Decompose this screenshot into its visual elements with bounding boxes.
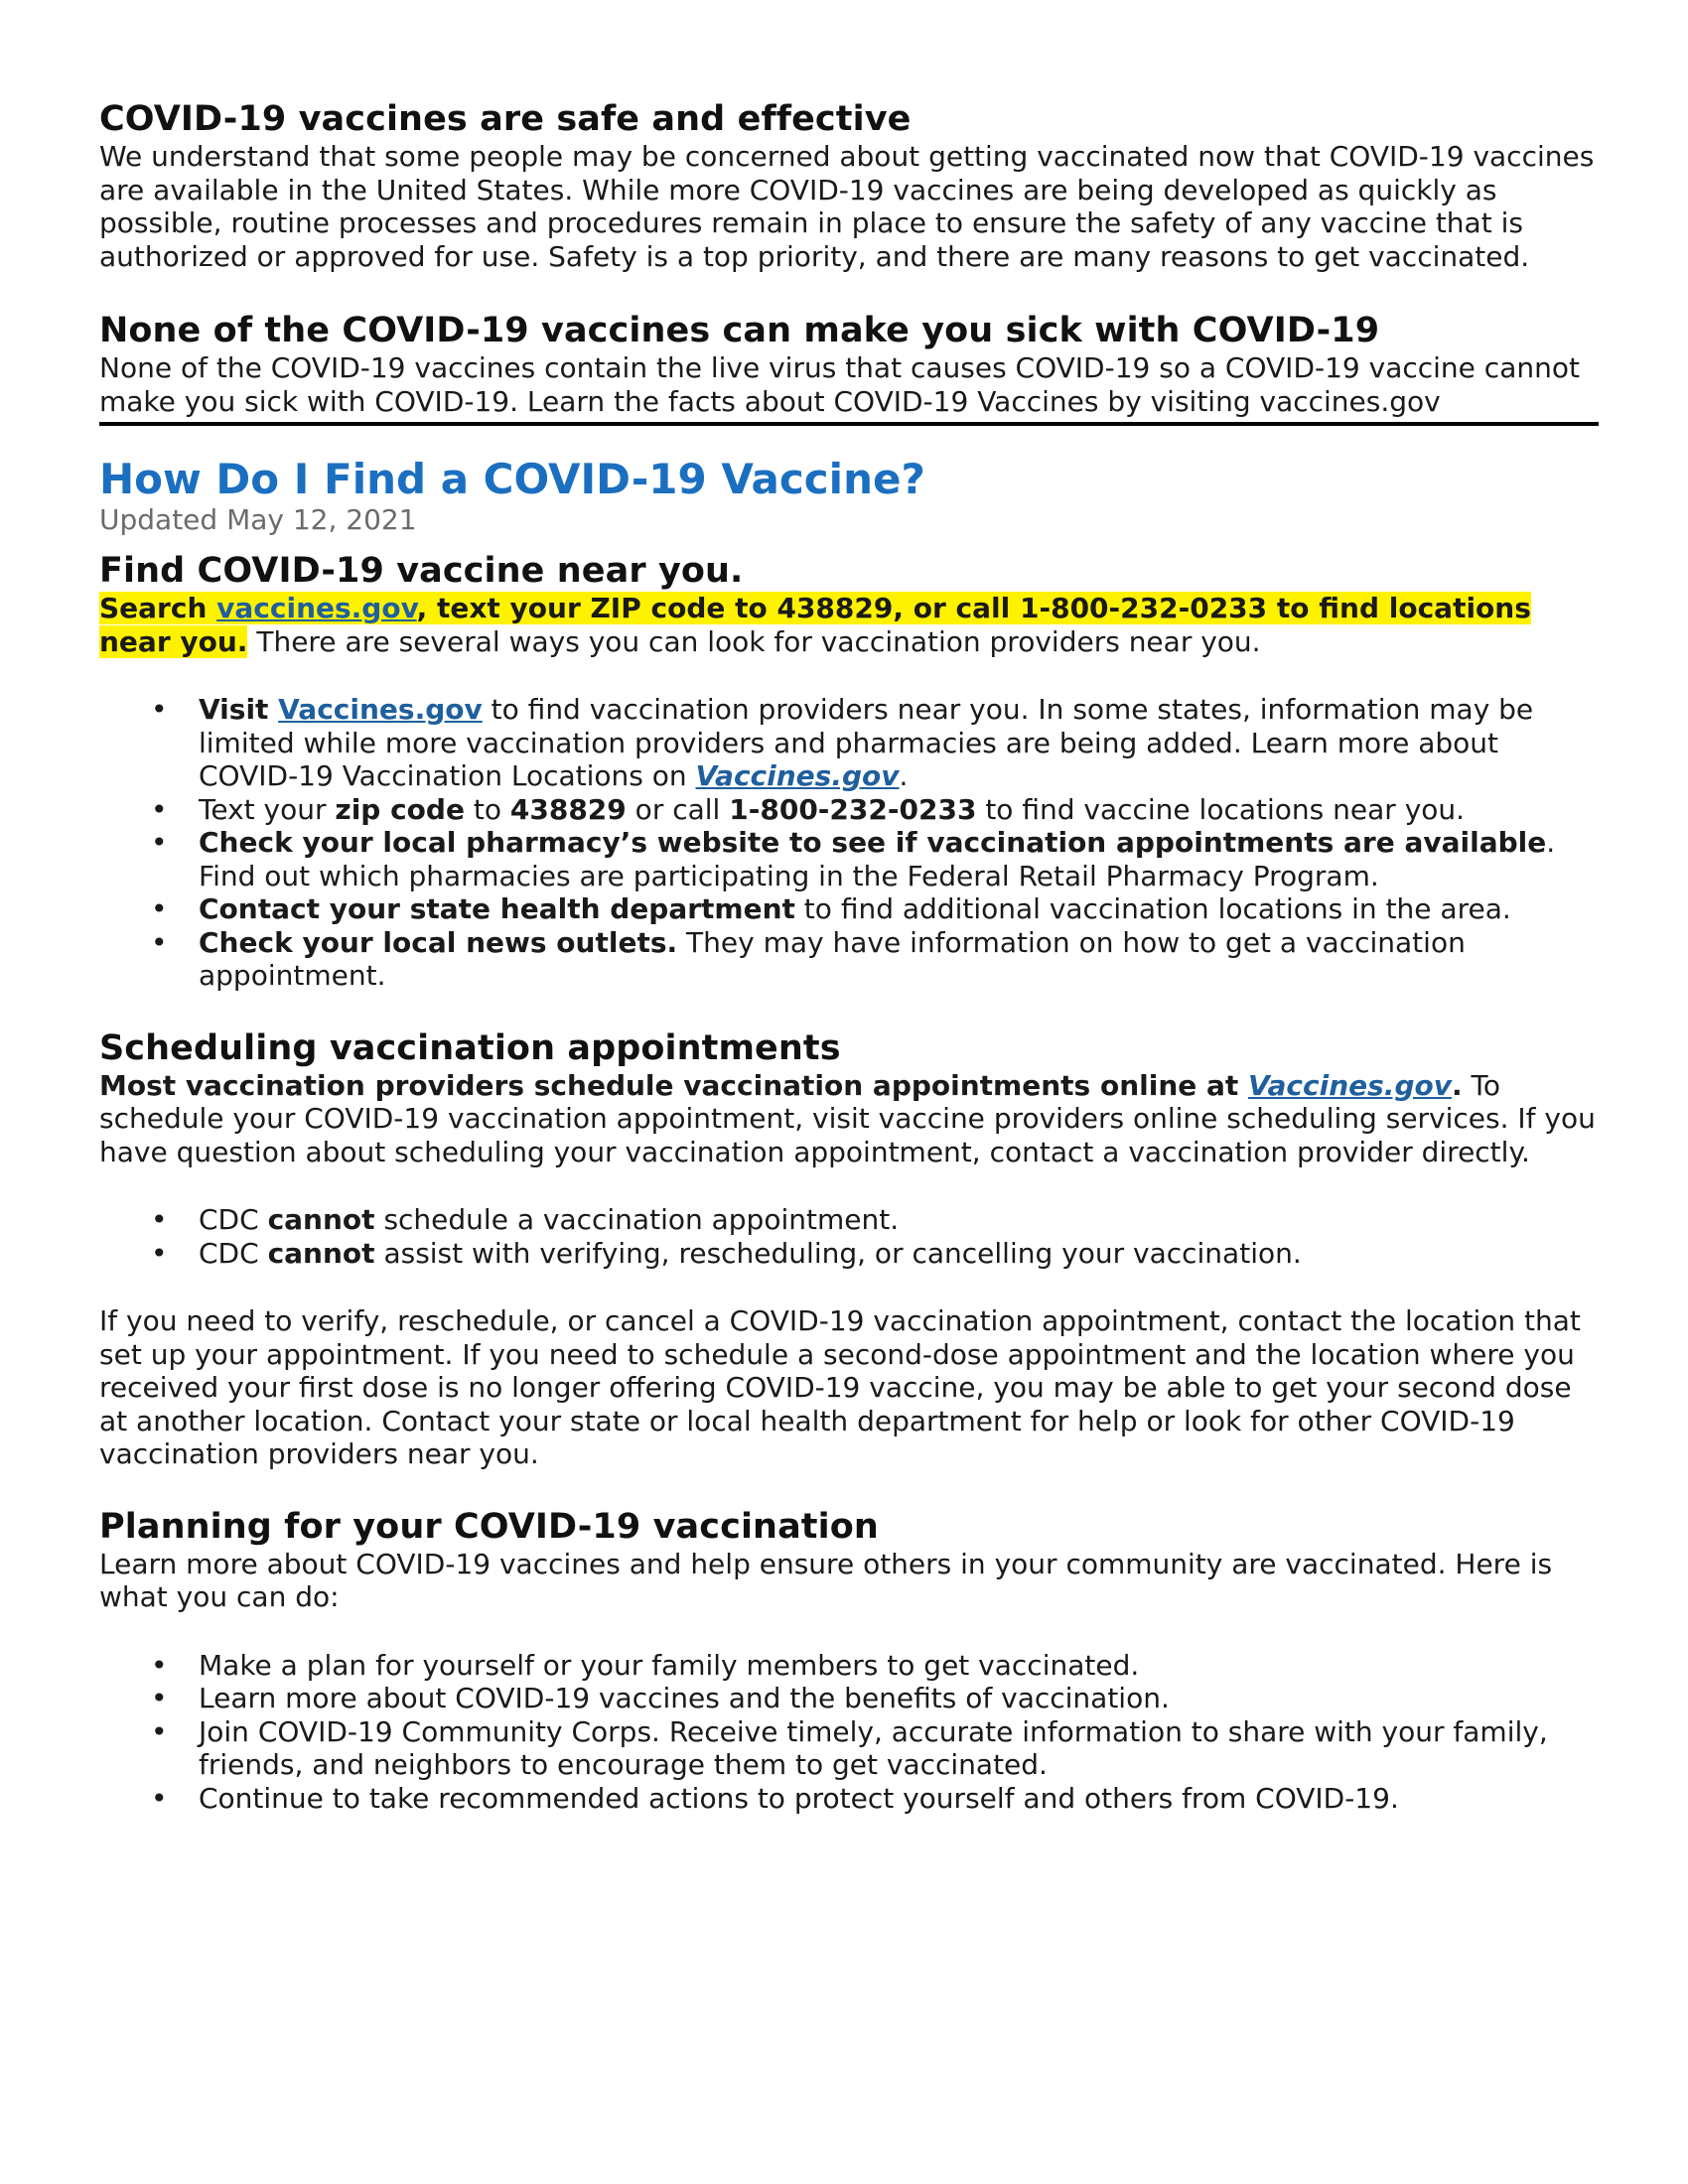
planning-list xyxy=(99,1649,1599,1816)
bullet: • xyxy=(151,892,168,925)
reschedule-paragraph: If you need to verify, reschedule, or cancel a COVID-19 vaccination appointment, contact the location that set up your appointment. If you need to schedule a second-dose appointment and the location where you received your first dose is no longer offering COVID-19 vaccine, you may be able to get your second dose at another location. Contact your state or local health department for help or look for other COVID-19 vaccination providers near you. xyxy=(99,1304,1581,1470)
list-item: • Visit Vaccines.gov to find vaccination providers near you. In some states, information may be limited while more vaccination providers and pharmacies are being added. Learn more about COVID-19 Vaccination Locations on Vaccines.gov. xyxy=(151,693,1534,792)
find-intro: Search vaccines.gov, text your ZIP code to 438829, or call 1-800-232-0233 to find locations near you. There are several ways you can look for vaccination providers near you. xyxy=(99,592,1531,658)
list-item: • CDC cannot schedule a vaccination appointment. xyxy=(151,1203,900,1236)
bullet: • xyxy=(151,693,168,726)
vaccines-gov-link[interactable]: Vaccines.gov xyxy=(278,693,483,726)
vaccines-gov-link[interactable]: Vaccines.gov xyxy=(695,759,900,792)
cdc-limitations-list xyxy=(99,1203,1599,1270)
bullet: • xyxy=(151,1714,168,1748)
list-item: • Continue to take recommended actions to protect yourself and others from COVID-19. xyxy=(151,1781,1399,1815)
list-item: • Make a plan for yourself or your family members to get vaccinated. xyxy=(151,1648,1140,1682)
bullet: • xyxy=(151,1648,168,1682)
bullet: • xyxy=(151,1236,168,1270)
divider xyxy=(99,422,1599,426)
section-heading-safe: COVID-19 vaccines are safe and effective xyxy=(99,99,912,139)
vaccines-gov-link[interactable]: vaccines.gov xyxy=(216,592,417,624)
list-item: • Learn more about COVID-19 vaccines and the benefits of vaccination. xyxy=(151,1682,1170,1714)
section-heading-planning: Planning for your COVID-19 vaccination xyxy=(99,1506,879,1547)
section-heading-not-sick: None of the COVID-19 vaccines can make you sick with COVID-19 xyxy=(99,311,1380,350)
vaccines-gov-link[interactable]: Vaccines.gov xyxy=(1248,1068,1452,1102)
section-body-safe: We understand that some people may be concerned about getting vaccinated now that COVID-19 vaccines are available in the United States. While more COVID-19 vaccines are being developed as quickly as possible, routine processes and procedures remain in place to ensure the safety of any vaccine that is authorized or approved for use. Safety is a top priority, and there are many reasons to get vaccinated. xyxy=(99,140,1595,273)
section-heading-find: Find COVID-19 vaccine near you. xyxy=(99,551,744,591)
page-title: How Do I Find a COVID-19 Vaccine? xyxy=(99,455,925,503)
bullet: • xyxy=(151,1781,168,1815)
section-heading-scheduling: Scheduling vaccination appointments xyxy=(99,1027,841,1068)
bullet: • xyxy=(151,1682,168,1714)
document-page xyxy=(99,99,1599,1815)
updated-date: Updated May 12, 2021 xyxy=(99,503,417,536)
bullet: • xyxy=(151,792,168,826)
list-item: • CDC cannot assist with verifying, rescheduling, or cancelling your vaccination. xyxy=(151,1236,1302,1270)
bullet: • xyxy=(151,826,168,859)
list-item: • Join COVID-19 Community Corps. Receive timely, accurate information to share with your family, friends, and neighbors to encourage them to get vaccinated. xyxy=(151,1714,1548,1781)
scheduling-intro: Most vaccination providers schedule vaccination appointments online at Vaccines.gov. To schedule your COVID-19 vaccination appointment, visit vaccine providers online scheduling services. If you have question about scheduling your vaccination appointment, contact a vaccination provider directly. xyxy=(99,1068,1596,1168)
bullet: • xyxy=(151,925,168,959)
find-options-list xyxy=(99,693,1599,993)
bullet: • xyxy=(151,1203,168,1236)
highlighted-text: Search vaccines.gov, text your ZIP code to 438829, or call 1-800-232-0233 to find locations near you. xyxy=(99,592,1531,658)
list-item: • Text your zip code to 438829 or call 1-800-232-0233 to find vaccine locations near you. xyxy=(151,792,1466,826)
list-item: • Check your local pharmacy’s website to see if vaccination appointments are available. Find out which pharmacies are participating in the Federal Retail Pharmacy Program. xyxy=(151,826,1556,892)
planning-intro: Learn more about COVID-19 vaccines and help ensure others in your community are vaccinated. Here is what you can do: xyxy=(99,1547,1553,1613)
list-item: • Contact your state health department to find additional vaccination locations in the area. xyxy=(151,892,1511,925)
section-body-not-sick: None of the COVID-19 vaccines contain the live virus that causes COVID-19 so a COVID-19 vaccine cannot make you sick with COVID-19. Learn the facts about COVID-19 Vaccines by visiting vaccines.gov xyxy=(99,351,1580,418)
list-item: • Check your local news outlets. They may have information on how to get a vaccination appointment. xyxy=(151,925,1466,992)
